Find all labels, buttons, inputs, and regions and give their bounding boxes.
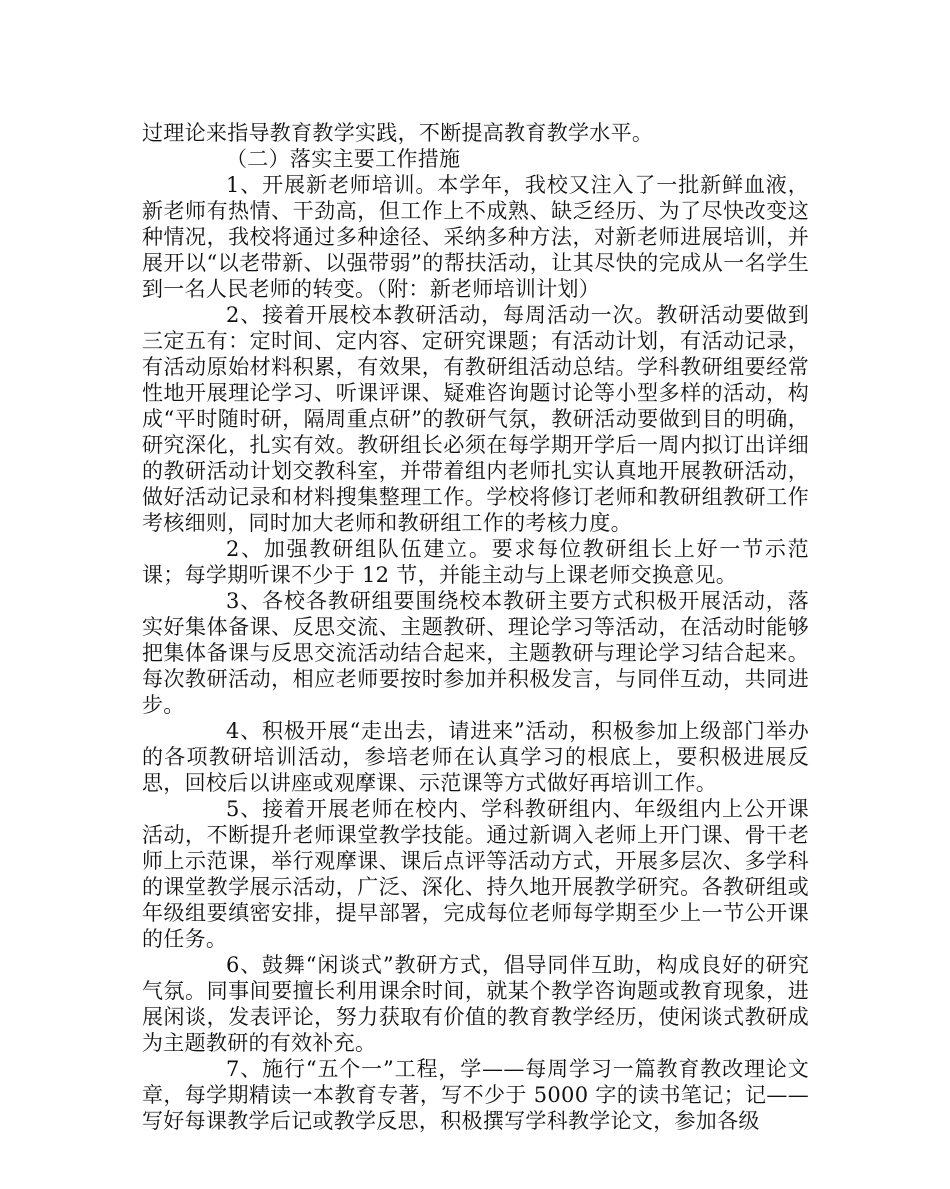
paragraph-2: 2、接着开展校本教研活动，每周活动一次。教研活动要做到三定五有：定时间、定内容、定研究课题；有活动计划，有活动记录，有活动原始材料积累，有效果，有教研组活动总结。学科教研组要经常性地开展理论学习、听课评课、疑难咨询题讨论等小型多样的活动，构成“平时随时研，隔周重点研”的教研气氛，教研活动要做到目的明确，研究深化，扎实有效。教研组长必须在每学期开学后一周内拟订出详细的教研活动计划交教科室，并带着组内老师扎实认真地开展教研活动，做好活动记录和材料搜集整理工作。学校将修订老师和教研组教研工作考核细则，同时加大老师和教研组工作的考核力度。	[142, 303, 809, 535]
paragraph-7: 6、鼓舞“闲谈式”教研方式，倡导同伴互助，构成良好的研究气氛。同事间要擅长利用课余时间，就某个教学咨询题或教育现象，进展闲谈，发表评论，努力获取有价值的教育教学经历，使闲谈式教研成为主题教研的有效补充。	[142, 953, 809, 1055]
paragraph-5: 4、积极开展“走出去，请进来”活动，积极参加上级部门举办的各项教研培训活动，参培老师在认真学习的根底上，要积极进展反思，回校后以讲座或观摩课、示范课等方式做好再培训工作。	[142, 719, 809, 795]
paragraph-4: 3、各校各教研组要围绕校本教研主要方式积极开展活动，落实好集体备课、反思交流、主题教研、理论学习等活动，在活动时能够把集体备课与反思交流活动结合起来，主题教研与理论学习结合起来。每次教研活动，相应老师要按时参加并积极发言，与同伴互动，共同进步。	[142, 589, 809, 717]
document-page	[142, 120, 809, 1134]
intro-line: 过理论来指导教育教学实践，不断提高教育教学水平。	[142, 121, 654, 145]
paragraph-1: 1、开展新老师培训。本学年，我校又注入了一批新鲜血液，新老师有热情、干劲高，但工作上不成熟、缺乏经历、为了尽快改变这种情况，我校将通过多种途径、采纳多种方法，对新老师进展培训，并展开以“以老带新、以强带弱”的帮扶活动，让其尽快的完成从一名学生到一名人民老师的转变。（附：新老师培训计划）	[142, 173, 809, 301]
section-heading: （二）落实主要工作措施	[226, 147, 461, 171]
paragraph-6: 5、接着开展老师在校内、学科教研组内、年级组内上公开课活动，不断提升老师课堂教学技能。通过新调入老师上开门课、骨干老师上示范课，举行观摩课、课后点评等活动方式，开展多层次、多学科的课堂教学展示活动，广泛、深化、持久地开展教学研究。各教研组或年级组要缜密安排，提早部署，完成每位老师每学期至少上一节公开课的任务。	[142, 797, 809, 951]
paragraph-8: 7、施行“五个一”工程，学——每周学习一篇教育教改理论文章，每学期精读一本教育专著，写不少于 5000 字的读书笔记；记——写好每课教学后记或教学反思，积极撰写学科教学论文，参加各级	[142, 1057, 809, 1133]
paragraph-3: 2、加强教研组队伍建立。要求每位教研组长上好一节示范课；每学期听课不少于 12 节，并能主动与上课老师交换意见。	[142, 537, 809, 587]
